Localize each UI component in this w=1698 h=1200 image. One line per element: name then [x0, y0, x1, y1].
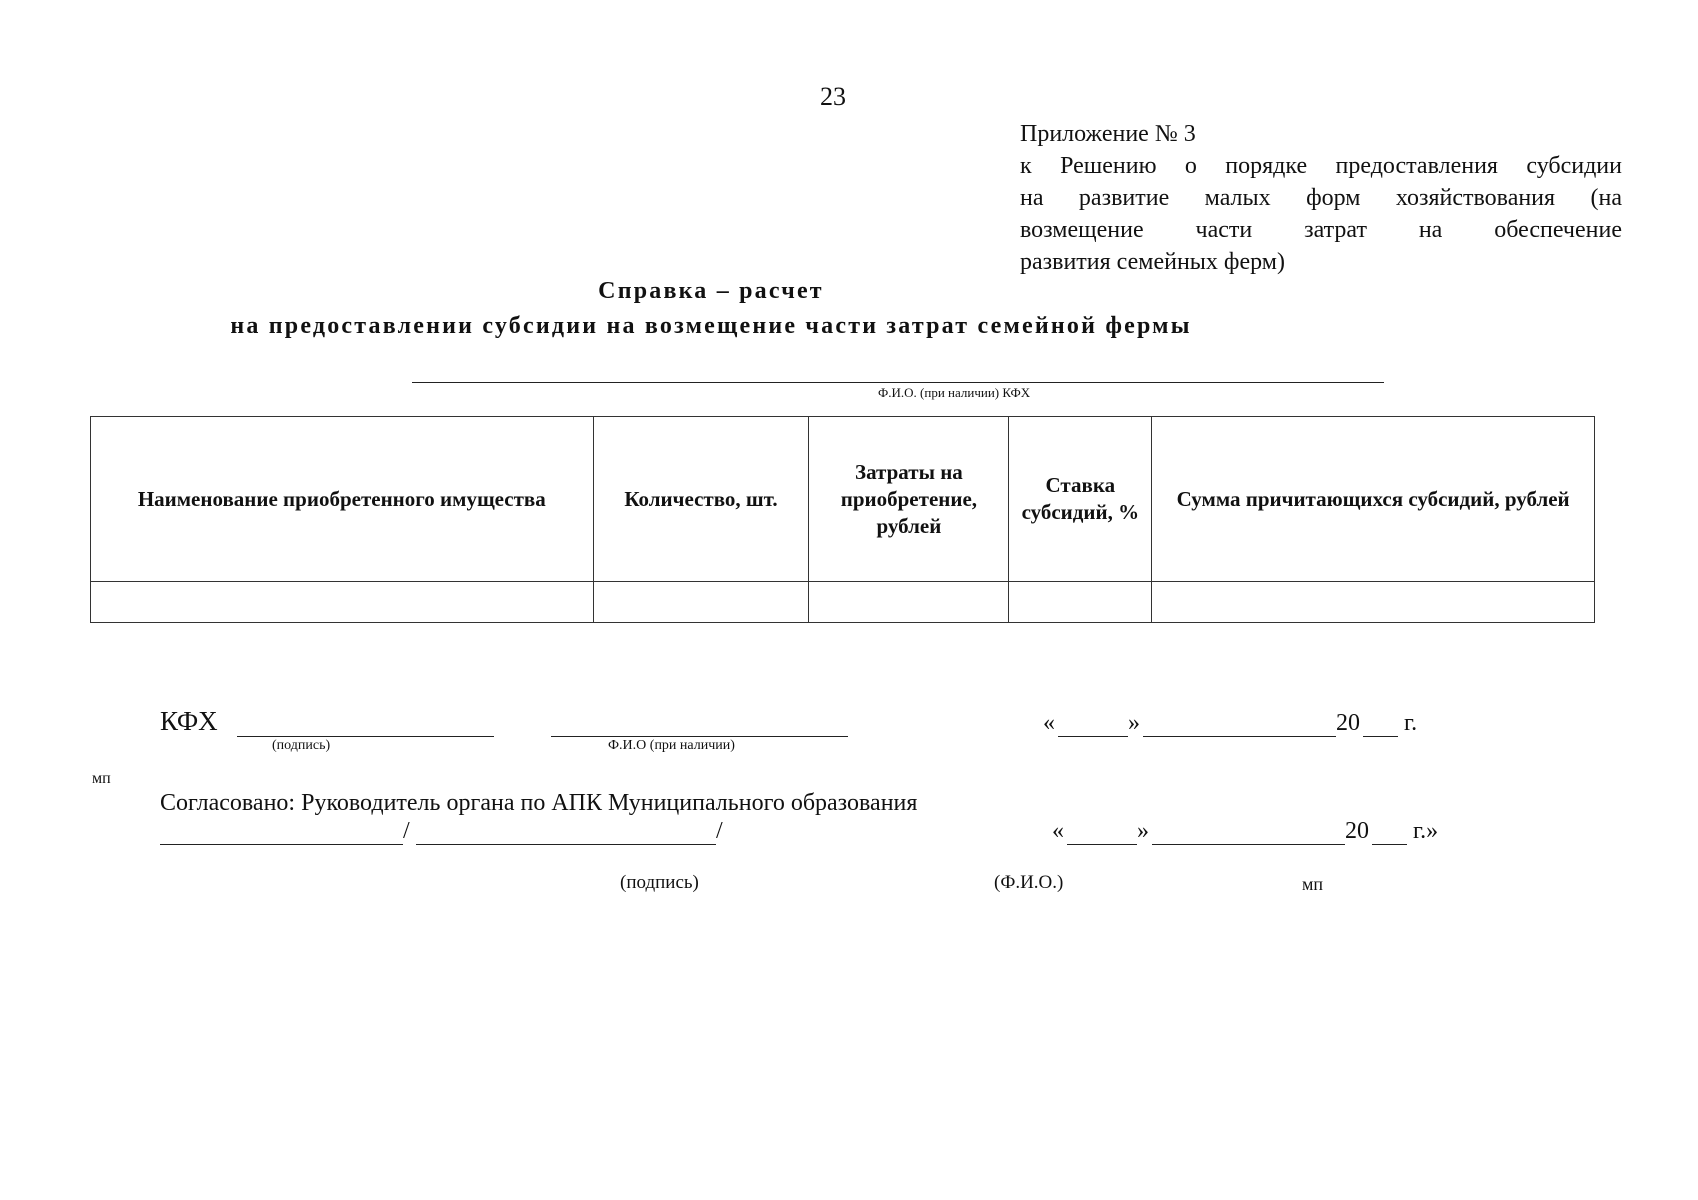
- kfx-fio-caption: Ф.И.О (при наличии): [608, 738, 735, 753]
- appendix-line: возмещение части затрат на обеспечение: [1020, 217, 1622, 243]
- cell-costs[interactable]: [809, 582, 1009, 623]
- calculation-table: [90, 416, 1595, 623]
- page-number: 23: [820, 82, 846, 111]
- table-header-row: [91, 417, 1595, 582]
- appendix-line: Приложение № 3: [1020, 121, 1196, 147]
- header-quantity: Количество, шт.: [593, 417, 809, 582]
- agreement-text: Согласовано: Руководитель органа по АПК Муниципального образования: [160, 790, 918, 816]
- date2-month-line[interactable]: [1152, 844, 1345, 845]
- appendix-line: развития семейных ферм): [1020, 249, 1285, 275]
- header-subsidy-sum: Сумма причитающихся субсидий, рублей: [1152, 417, 1595, 582]
- date2-day-line[interactable]: [1067, 844, 1137, 845]
- kfx-label: КФХ: [160, 706, 218, 736]
- agreement-slash: /: [403, 818, 410, 844]
- date-close-quote: »: [1128, 710, 1140, 736]
- date-year-suffix: г.: [1404, 710, 1418, 736]
- agreement-stamp-place-label: мп: [1302, 874, 1324, 894]
- date2-close-quote: »: [1137, 818, 1149, 844]
- date-year-line[interactable]: [1363, 736, 1398, 737]
- date-month-line[interactable]: [1143, 736, 1336, 737]
- fio-underline[interactable]: [412, 382, 1384, 383]
- cell-property-name[interactable]: [91, 582, 594, 623]
- cell-quantity[interactable]: [593, 582, 809, 623]
- appendix-line: на развитие малых форм хозяйствования (на: [1020, 185, 1622, 211]
- cell-subsidy-rate[interactable]: [1009, 582, 1152, 623]
- stamp-place-label: мп: [92, 770, 111, 787]
- cell-subsidy-sum[interactable]: [1152, 582, 1595, 623]
- appendix-line: к Решению о порядке предоставления субсидии: [1020, 153, 1622, 179]
- date2-year-suffix: г.»: [1413, 818, 1439, 844]
- document-subtitle: на предоставлении субсидии на возмещение части затрат семейной фермы: [230, 313, 1192, 339]
- date-day-line[interactable]: [1058, 736, 1128, 737]
- kfx-fio-line[interactable]: [551, 736, 848, 737]
- agreement-fio-caption: (Ф.И.О.): [994, 872, 1064, 893]
- header-property-name: Наименование приобретенного имущества: [91, 417, 594, 582]
- table-row: [91, 582, 1595, 623]
- date2-year-prefix: 20: [1345, 818, 1369, 844]
- date-year-prefix: 20: [1336, 710, 1360, 736]
- agreement-slash: /: [716, 818, 723, 844]
- document-title: Справка – расчет: [598, 278, 824, 304]
- agreement-signature-line[interactable]: [160, 844, 403, 845]
- appendix-note: [1020, 118, 1622, 278]
- kfx-sign-caption: (подпись): [272, 738, 331, 753]
- kfx-signature-line[interactable]: [237, 736, 494, 737]
- fio-caption: Ф.И.О. (при наличии) КФХ: [878, 385, 1031, 400]
- agreement-fio-line[interactable]: [416, 844, 716, 845]
- date2-year-line[interactable]: [1372, 844, 1407, 845]
- date2-open-quote: «: [1052, 818, 1064, 844]
- date-open-quote: «: [1043, 710, 1055, 736]
- header-costs: Затраты на приобретение, рублей: [809, 417, 1009, 582]
- header-subsidy-rate: Ставка субсидий, %: [1009, 417, 1152, 582]
- agreement-sign-caption: (подпись): [620, 872, 699, 893]
